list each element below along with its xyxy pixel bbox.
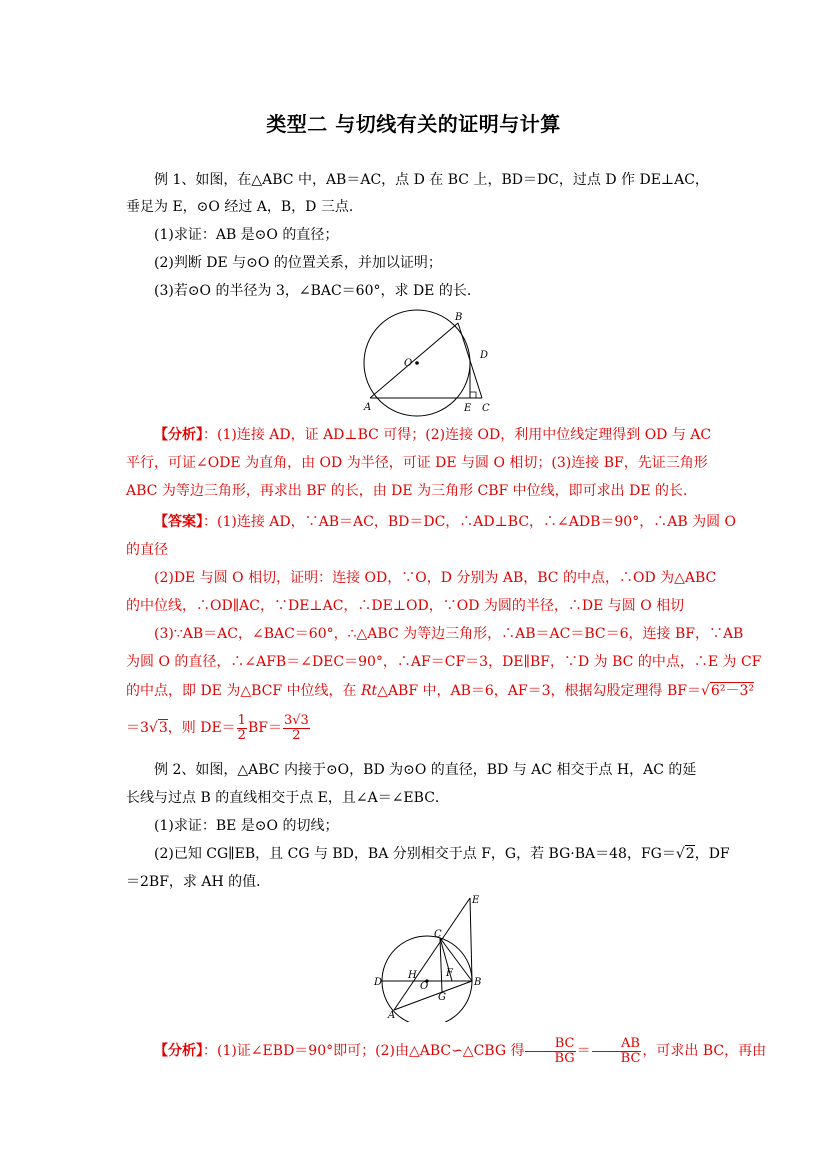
ex1-answer-line-4: 的中位线，∴OD∥AC，∵DE⊥AC，∴DE⊥OD，∵OD 为圆的半径，∴DE 与圆 O 相切 [126,598,685,614]
ex1-answer-line-1 [126,512,736,532]
answer-fraction-half: $\frac{1}{2}$ [237,712,246,743]
ex2-segment-cg [440,938,442,992]
ex1-question-1: (1)求证：AB 是⊙O 的直径； [154,227,339,243]
ex2-question-2-line-2: ＝2BF，求 AH 的值． [126,874,271,890]
ex1-label-e: E [464,403,472,414]
ex1-answer-line-7: 的中点，即 DE 为△BCF 中位线，在 Rt△ABF 中，AB＝6，AF＝3，根据勾股定理得 BF＝√6²－3² [126,683,754,699]
ex1-problem-line-2: 垂足为 E，⊙O 经过 A，B，D 三点． [126,199,363,215]
ex1-label-o: O [404,358,413,369]
answer-l7-part-b: △ABF 中，AB＝6，AF＝3，根据勾股定理得 BF＝ [377,683,701,699]
answer-sqrt3: 3 [158,720,168,736]
ex2-q2-part-a: (2)已知 CG∥EB，且 CG 与 BD，BA 分别相交于点 F，G，若 BG·BA＝48，FG＝ [154,846,676,862]
ex1-answer-line-6: 为圆 O 的直径，∴∠AFB＝∠DEC＝90°，∴AF＝CF＝3，DE∥BF，∵D 为 BC 的中点，∴E 为 CF [126,654,762,670]
ex2-question-1: (1)求证：BE 是⊙O 的切线； [154,818,339,834]
ex1-center-dot [415,361,419,365]
ex2-segment-ae [394,898,470,1010]
ex1-segment-ab [370,323,458,398]
ex2-analysis-part-a: ：(1)证∠EBD＝90°即可；(2)由△ABC∽△CBG 得 [203,1043,525,1059]
ex1-label-c: C [482,403,490,414]
ex1-analysis-line-2: 平行，可证∠ODE 为直角，由 OD 为半径，可证 DE 与圆 O 相切；(3)连接 BF，先证三角形 [126,455,708,471]
ex2-label-b: B [474,977,482,988]
ex2-analysis-tag: 【分析】 [154,1043,203,1059]
ex2-label-d: D [374,977,383,988]
ex1-label-d: D [480,350,489,361]
ex2-sqrt2: 2 [685,846,695,862]
ex1-answer-line-8: ＝3√3，则 DE＝ $\frac{1}{2}$ BF＝ $\frac{3√3}{2}$ [126,712,309,743]
ex2-label-e: E [472,895,480,906]
answer-text: ：(1)连接 AD，∵AB＝AC，BD＝DC，∴AD⊥BC，∴∠ADB＝90°，∴AB 为圆 O [203,514,736,530]
ex2-label-h: H [408,970,417,981]
ex2-fraction-ab-bc: $\frac{AB}{BC}$ [592,1037,642,1066]
ex2-problem-line-2: 长线与过点 B 的直线相交于点 E，且∠A＝∠EBC． [126,790,449,806]
ex2-problem-line-1: 例 2、如图，△ABC 内接于⊙O，BD 为⊙O 的直径，BD 与 AC 相交于点 H，AC 的延 [154,762,697,778]
analysis-tag: 【分析】 [154,427,203,443]
ex2-analysis-line-1 [126,1034,767,1068]
ex2-fraction-bc-bg: $\frac{BC}{BG}$ [525,1037,575,1066]
ex2-analysis-eq: ＝ [576,1043,591,1059]
ex2-label-f: F [446,968,453,979]
ex2-q2-part-b: ，DF [694,846,730,862]
ex2-segment-cb [440,938,472,981]
ex2-question-2: (2)已知 CG∥EB，且 CG 与 BD，BA 分别相交于点 F，G，若 BG·BA＝48，FG＝√2，DF [154,846,730,862]
ex1-question-2: (2)判断 DE 与⊙O 的位置关系，并加以证明； [154,255,442,271]
answer-fraction-result: $\frac{3√3}{2}$ [283,712,309,743]
answer-l7-part-a: 的中点，即 DE 为△BCF 中位线，在 [126,683,361,699]
ex2-label-o: O [420,981,429,992]
page-title: 类型二 与切线有关的证明与计算 [266,112,561,136]
answer-l8-part-a: ＝3 [126,720,149,736]
ex1-question-3: (3)若⊙O 的半径为 3，∠BAC＝60°，求 DE 的长． [154,283,481,299]
ex1-analysis-line-1 [126,425,712,445]
ex1-answer-line-3: (2)DE 与圆 O 相切，证明：连接 OD，∵O，D 分别为 AB，BC 的中点，∴OD 为△ABC [154,570,717,586]
analysis-text: ：(1)连接 AD，证 AD⊥BC 可得；(2)连接 OD，利用中位线定理得到 OD 与 AC [203,427,712,443]
answer-rt: Rt [361,683,378,699]
ex2-analysis-part-b: ，可求出 BC，再由 [642,1043,767,1059]
ex1-label-a: A [364,402,372,413]
ex1-answer-line-2: 的直径 [126,542,168,558]
ex2-segment-ab [394,981,472,1010]
ex2-label-a: A [388,1010,396,1021]
ex2-label-g: G [438,992,446,1003]
ex1-label-b: B [455,312,463,323]
answer-tag: 【答案】 [154,514,203,530]
answer-sqrt-radicand: 6²－3² [710,683,754,699]
answer-l8-part-c: BF＝ [247,720,282,736]
ex2-label-c: C [434,929,442,940]
answer-l8-part-b: ，则 DE＝ [167,720,236,736]
ex1-analysis-line-3: ABC 为等边三角形，再求出 BF 的长，由 DE 为三角形 CBF 中位线，即可求出 DE 的长． [126,483,698,499]
ex1-geometry-figure [360,306,500,418]
ex2-geometry-figure [372,892,492,1022]
ex1-problem-line-1: 例 1、如图，在△ABC 中，AB＝AC，点 D 在 BC 上，BD＝DC，过点 D 作 DE⊥AC， [154,172,709,188]
ex1-right-angle-mark [470,392,476,398]
ex1-answer-line-5: (3)∵AB＝AC，∠BAC＝60°，∴△ABC 为等边三角形，∴AB＝AC＝BC＝6，连接 BF，∵AB [154,626,744,642]
